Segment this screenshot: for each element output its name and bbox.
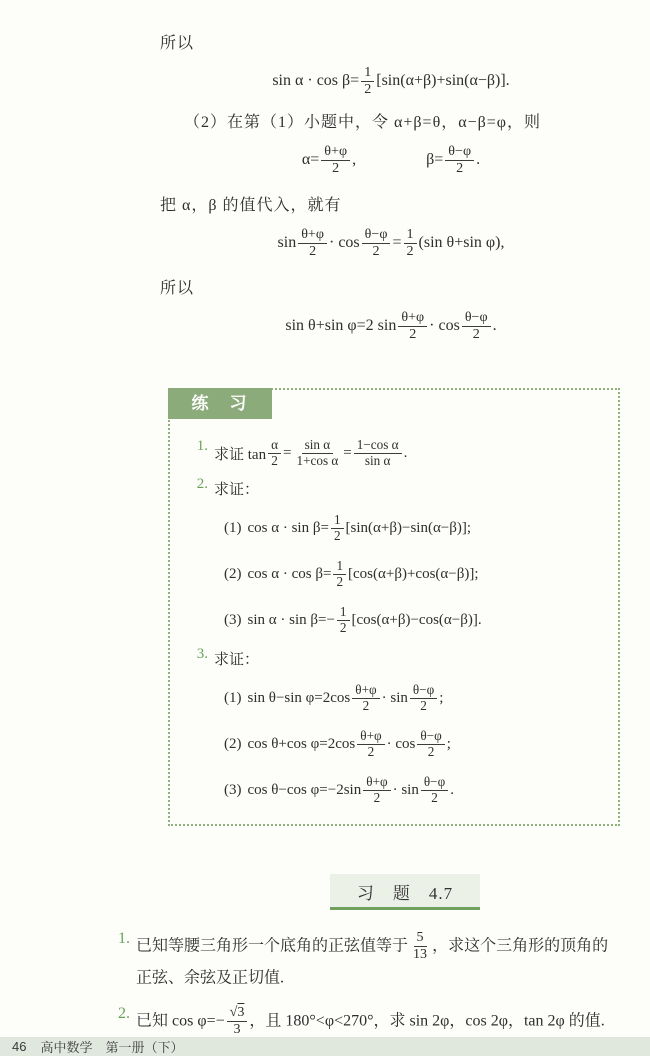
practice-item-lead <box>214 476 606 500</box>
item-number: 2. <box>118 1004 130 1022</box>
item-number: 2. <box>196 476 208 493</box>
practice-item <box>186 476 606 638</box>
formula-text: sin θ−sin φ=2cos <box>247 689 351 706</box>
formula-text: 求证： <box>214 481 260 498</box>
formula-text: sin α · sin β=− <box>247 611 335 628</box>
formula-text: cos α · cos β= <box>247 565 332 582</box>
fraction: $\frac{\theta+\varphi}{2}$ <box>398 310 427 342</box>
formula-text: [sin(α+β)−sin(α−β)]; <box>345 519 472 536</box>
formula-text: , <box>352 151 357 168</box>
exercise-list <box>110 930 622 1037</box>
formula-text: 求证 tan <box>214 446 267 463</box>
formula-text: [sin(α+β)+sin(α−β)]. <box>376 72 510 89</box>
fraction: $\frac{\theta+\varphi}{2}$ <box>352 683 379 713</box>
exercise-header: 习 题 4.7 <box>330 874 480 910</box>
fraction: $\frac{\text{sin α}}{\text{1+cos α}}$ <box>296 437 339 468</box>
formula-text: sin θ+sin φ=2 sin <box>285 317 397 334</box>
practice-item-body <box>214 476 606 638</box>
fraction: $\frac{5}{13}$ <box>413 929 428 962</box>
formula-text: . <box>403 444 408 461</box>
page-number: 46 <box>12 1039 27 1055</box>
book-title: 高中数学 第一册（下） <box>40 1040 184 1056</box>
fraction: $\frac{\theta+\varphi}{2}$ <box>321 144 350 176</box>
fraction: $\frac{\theta-\varphi}{2}$ <box>445 144 474 176</box>
formula-text: = <box>343 444 352 461</box>
exercise-item-lead <box>136 1005 622 1037</box>
formula-sum-to-product <box>160 308 622 344</box>
formula-text: · sin <box>392 781 419 798</box>
item-number: 1. <box>196 438 208 454</box>
fraction: $\frac{\theta-\varphi}{2}$ <box>417 729 444 759</box>
formula-text: . <box>492 317 497 334</box>
fraction: $\frac{\theta+\varphi}{2}$ <box>298 227 327 259</box>
fraction: $\frac{1}{2}$ <box>404 227 417 259</box>
formula-text: α= <box>301 151 320 168</box>
practice-sub-item <box>224 556 606 592</box>
sub-item-label: (2) <box>224 565 242 582</box>
fraction: $\frac{1}{2}$ <box>331 513 344 543</box>
fraction: $\frac{\alpha}{2}$ <box>268 438 281 468</box>
formula-text: · sin <box>381 689 408 706</box>
practice-list <box>186 438 606 808</box>
practice-sub-item <box>224 680 606 716</box>
paragraph-suoyi-1: 所以 <box>160 35 195 52</box>
formula-text: ，且 180°<φ<270°，求 sin 2φ，cos 2φ，tan 2φ 的值. <box>249 1012 605 1030</box>
sub-item-label: (3) <box>224 781 242 798</box>
fraction: $\frac{\text{1−cos α}}{\text{sin α}}$ <box>354 438 402 468</box>
practice-item-lead <box>214 438 606 468</box>
practice-item-lead <box>214 646 606 670</box>
formula-text: (sin θ+sin φ), <box>418 234 505 251</box>
formula-text: · cos <box>329 234 360 251</box>
page-footer <box>0 1037 650 1056</box>
formula-text: = <box>283 444 292 461</box>
fraction: $\frac{\theta-\varphi}{2}$ <box>362 227 391 259</box>
exercise-item-body <box>136 930 622 995</box>
fraction: $\frac{\theta+\varphi}{2}$ <box>363 775 390 805</box>
practice-sub-item <box>224 510 606 546</box>
paragraph-part2: （2）在第（1）小题中，令 α+β=θ，α−β=φ，则 <box>184 114 542 131</box>
sub-item-label: (2) <box>224 735 242 752</box>
formula-text: cos α · sin β= <box>247 519 329 536</box>
exercise-item <box>110 1005 622 1037</box>
fraction: $\frac{\theta-\varphi}{2}$ <box>410 683 437 713</box>
formula-text: sin α · cos β= <box>272 72 360 89</box>
formula-text: [cos(α+β)−cos(α−β)]. <box>351 611 482 628</box>
practice-sub-item <box>224 602 606 638</box>
fraction: $\frac{\theta+\varphi}{2}$ <box>357 729 384 759</box>
formula-product-to-sum <box>160 63 622 99</box>
formula-half-angle-product <box>160 225 622 261</box>
practice-sub-item <box>224 772 606 808</box>
exercise-item-lead <box>136 930 622 995</box>
formula-text: sin <box>277 234 297 251</box>
fraction: $\frac{1}{2}$ <box>361 65 374 97</box>
formula-text: . <box>476 151 481 168</box>
practice-item-body <box>214 646 606 808</box>
formula-text: [cos(α+β)+cos(α−β)]; <box>348 565 479 582</box>
formula-text: = <box>392 234 402 251</box>
formula-text: 求证： <box>214 651 260 668</box>
item-number: 1. <box>118 930 130 948</box>
formula-text: ; <box>439 689 444 706</box>
paragraph-substitute-values: 把 α，β 的值代入，就有 <box>160 197 342 214</box>
formula-text: · cos <box>429 317 460 334</box>
sub-item-label: (1) <box>224 689 242 706</box>
practice-box <box>168 388 620 826</box>
item-number: 3. <box>196 646 208 663</box>
formula-text: cos θ+cos φ=2cos <box>247 735 356 752</box>
practice-item <box>186 438 606 468</box>
formula-alpha-beta-substitution <box>160 142 622 178</box>
formula-text: . <box>450 781 454 798</box>
practice-item-body <box>214 438 606 468</box>
formula-text: 已知等腰三角形一个底角的正弦值等于 <box>136 937 409 955</box>
exercise-item <box>110 930 622 995</box>
sub-item-label: (1) <box>224 519 242 536</box>
formula-text: 已知 cos φ=− <box>136 1012 225 1030</box>
exercise-item-body <box>136 1005 622 1037</box>
formula-text: cos θ−cos φ=−2sin <box>247 781 362 798</box>
fraction: $\frac{√3}{3}$ <box>227 1005 248 1037</box>
fraction: $\frac{\theta-\varphi}{2}$ <box>462 310 491 342</box>
formula-text: ，求这个三角形的顶角的正弦、余弦及正切值. <box>136 937 609 987</box>
practice-item <box>186 646 606 808</box>
practice-header: 练 习 <box>168 388 272 419</box>
fraction: $\frac{1}{2}$ <box>333 559 346 589</box>
paragraph-suoyi-2: 所以 <box>160 280 195 297</box>
practice-sub-item <box>224 726 606 762</box>
formula-text: β= <box>426 151 444 168</box>
fraction: $\frac{1}{2}$ <box>337 605 350 635</box>
fraction: $\frac{\theta-\varphi}{2}$ <box>421 775 448 805</box>
formula-text: · cos <box>386 735 416 752</box>
formula-text: ; <box>446 735 451 752</box>
sub-item-label: (3) <box>224 611 242 628</box>
